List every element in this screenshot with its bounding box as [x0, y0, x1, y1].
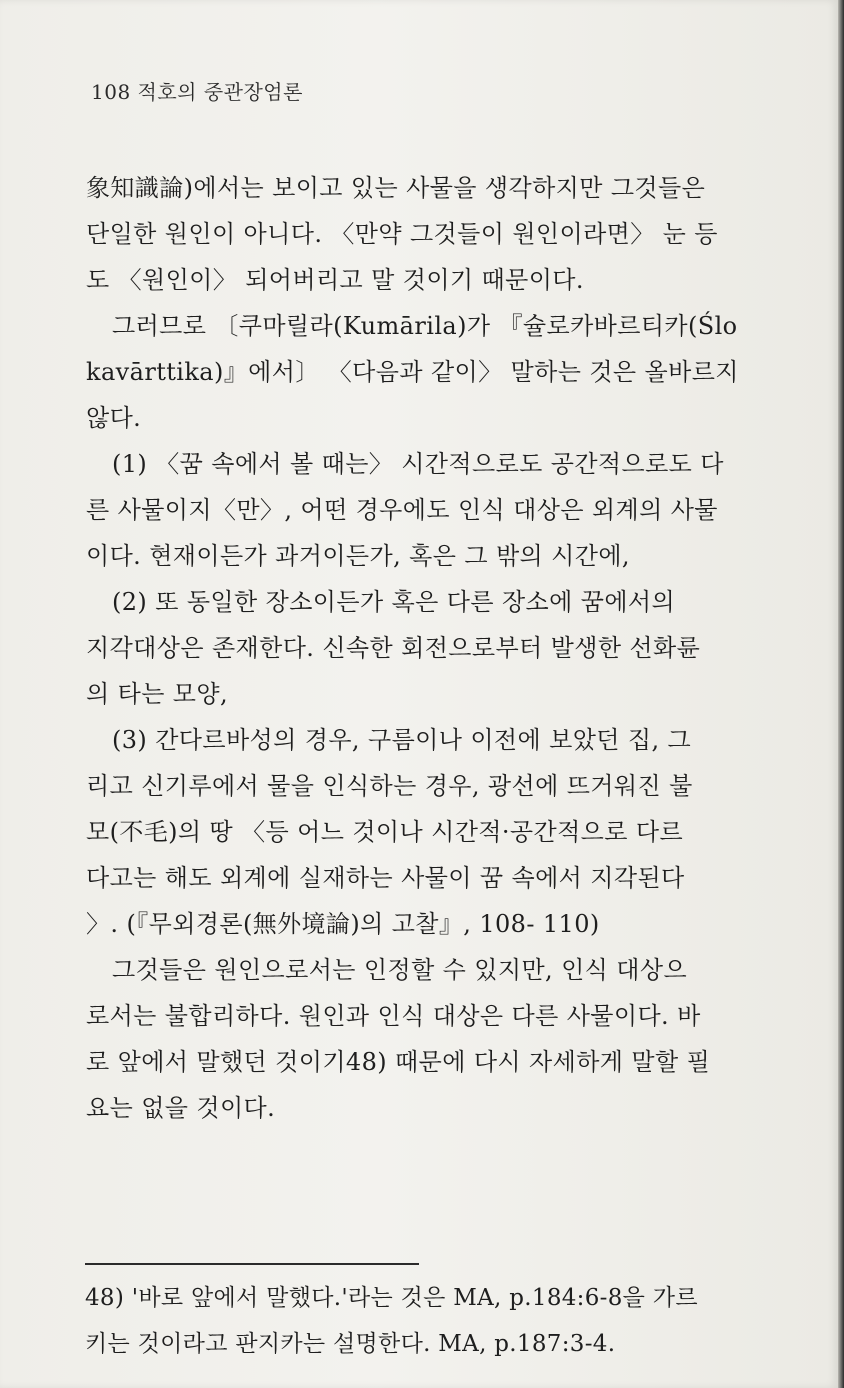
paragraph-start-line: 그것들은 원인으로서는 인정할 수 있지만, 인식 대상으 [112, 956, 688, 984]
body-line: 단일한 원인이 아니다. 〈만약 그것들이 원인이라면〉 눈 등 [86, 220, 718, 248]
paragraph-start-line: 그러므로 〔쿠마릴라(Kumārila)가 『슐로카바르티카(Ślo [112, 312, 738, 340]
footnote [85, 1275, 795, 1367]
body-line: 요는 없을 것이다. [86, 1094, 276, 1122]
footnote-line: 48) '바로 앞에서 말했다.'라는 것은 MA, p.184:6-8을 가르 [85, 1285, 698, 1311]
body-line: 의 타는 모양, [86, 680, 229, 708]
body-line: 않다. [86, 404, 142, 432]
body-line: 지각대상은 존재한다. 신속한 회전으로부터 발생한 선화륜 [86, 634, 701, 662]
body-line: 이다. 현재이든가 과거이든가, 혹은 그 밖의 시간에, [86, 542, 630, 570]
body-line: 다고는 해도 외계에 실재하는 사물이 꿈 속에서 지각된다 [86, 864, 685, 892]
body-line: 리고 신기루에서 물을 인식하는 경우, 광선에 뜨거워진 불 [86, 772, 693, 800]
page-edge [838, 0, 844, 1388]
body-line: 모(不毛)의 땅 〈등 어느 것이나 시간적·공간적으로 다르 [86, 818, 684, 846]
citation-line: 〉. (『무외경론(無外境論)의 고찰』, 108- 110) [86, 910, 600, 938]
body-line: 로서는 불합리하다. 원인과 인식 대상은 다른 사물이다. 바 [86, 1002, 701, 1030]
quote-item-3-line: (3) 간다르바성의 경우, 구름이나 이전에 보았던 집, 그 [112, 726, 692, 754]
footnote-divider [85, 1263, 419, 1265]
quote-item-1-line: (1) 〈꿈 속에서 볼 때는〉 시간적으로도 공간적으로도 다 [112, 450, 724, 478]
quote-item-2-line: (2) 또 동일한 장소이든가 혹은 다른 장소에 꿈에서의 [112, 588, 676, 616]
body-line: 象知識論)에서는 보이고 있는 사물을 생각하지만 그것들은 [86, 174, 706, 202]
body-line: 로 앞에서 말했던 것이기48) 때문에 다시 자세하게 말할 필 [86, 1048, 711, 1076]
body-line: 도 〈원인이〉 되어버리고 말 것이기 때문이다. [86, 266, 584, 294]
body-text [86, 165, 786, 1131]
footnote-line: 키는 것이라고 판지카는 설명한다. MA, p.187:3-4. [85, 1331, 616, 1357]
body-line: kavārttika)』에서〕 〈다음과 같이〉 말하는 것은 올바르지 [86, 358, 739, 386]
body-line: 른 사물이지〈만〉, 어떤 경우에도 인식 대상은 외계의 사물 [86, 496, 718, 524]
running-head: 108 적호의 중관장엄론 [91, 80, 303, 104]
